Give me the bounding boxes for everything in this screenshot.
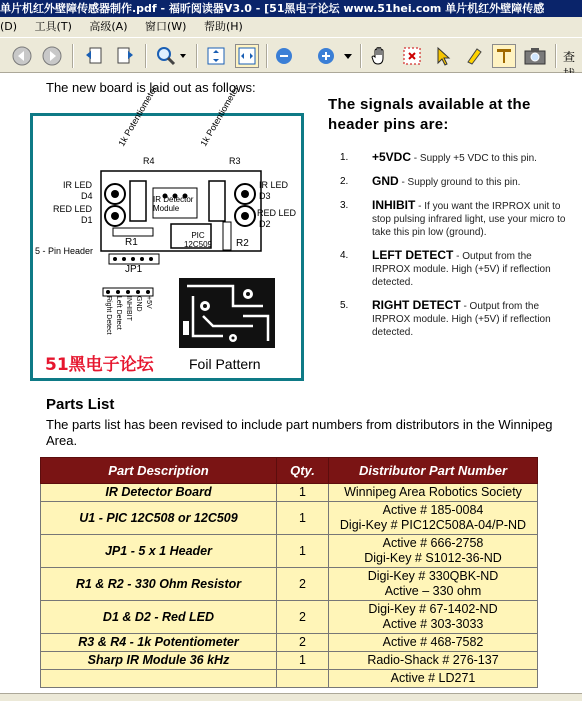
zoom-dropdown[interactable] (342, 44, 354, 68)
cell-dist (329, 568, 538, 601)
table-row (41, 484, 538, 502)
table-row (41, 601, 538, 634)
toolbar-separator (72, 44, 74, 68)
text-tool-button[interactable] (492, 44, 516, 68)
table-row (41, 535, 538, 568)
toolbar (0, 37, 582, 73)
rotate-left-button[interactable] (82, 44, 106, 68)
magnifier-icon (154, 45, 188, 67)
cell-qty: 1 (277, 502, 329, 535)
signal-number: 4. (340, 250, 349, 261)
fit-page-icon (205, 45, 227, 67)
back-button[interactable] (10, 44, 34, 68)
red-led-d2-label: RED LED (257, 208, 297, 218)
signal-item (340, 151, 575, 165)
toolbar-separator (360, 44, 362, 68)
cell-desc: R1 & R2 - 330 Ohm Resistor (41, 568, 277, 601)
cell-dist (329, 634, 538, 652)
signal-name: LEFT DETECT (372, 248, 454, 262)
window-title: 单片机红外壁障传感器制作.pdf - 福昕阅读器V3.0 - [51黑电子论坛 www.51hei.com 单片机红外壁障传感 (0, 2, 545, 15)
dist-line: Active # LD271 (390, 671, 476, 685)
cell-desc: Sharp IR Module 36 kHz (41, 652, 277, 670)
status-bar (0, 693, 582, 701)
dist-line: Active # 185-0084 (382, 503, 484, 517)
parts-list-heading: Parts List (46, 396, 115, 413)
cell-dist (329, 484, 538, 502)
r4-potentiometer-label: 1k Potentiometer (116, 84, 160, 148)
dist-line: Active – 330 ohm (384, 584, 482, 598)
pin-label-right-detect: Right Detect (105, 296, 112, 335)
signal-body (372, 151, 572, 165)
pic-label: PIC 12C509 (183, 231, 213, 249)
fit-width-button[interactable] (235, 44, 259, 68)
cell-desc: JP1 - 5 x 1 Header (41, 535, 277, 568)
zoom-in-button[interactable] (316, 44, 336, 68)
signal-body (372, 175, 572, 189)
cell-qty: 2 (277, 634, 329, 652)
cell-qty: 1 (277, 652, 329, 670)
parts-table-header (41, 458, 538, 484)
r3-potentiometer-label: 1k Potentiometer (198, 84, 242, 148)
jp1-label: JP1 (125, 264, 143, 275)
rotate-right-icon (114, 45, 136, 67)
foil-pattern-label: Foil Pattern (189, 356, 261, 372)
zoom-tool-button[interactable] (153, 44, 189, 68)
fit-width-icon (236, 45, 258, 67)
table-row (41, 652, 538, 670)
select-tool-button[interactable] (431, 44, 455, 68)
rotate-left-icon (83, 45, 105, 67)
watermark: 51黑电子论坛 (45, 355, 154, 375)
cell-dist (329, 502, 538, 535)
cell-qty: 2 (277, 568, 329, 601)
col-qty: Qty. (277, 458, 329, 484)
r3-label: R3 (229, 156, 241, 166)
signal-item (340, 299, 575, 339)
intro-text: The new board is laid out as follows: (46, 80, 256, 95)
d1-label: D1 (81, 215, 93, 225)
ir-led-d4-label: IR LED (63, 180, 93, 190)
ir-module-label: IR Detector Module (153, 195, 194, 213)
hand-tool-button[interactable] (368, 44, 392, 68)
toolbar-separator (266, 44, 268, 68)
signal-desc: - Supply +5 VDC to this pin. (411, 153, 537, 164)
rotate-right-button[interactable] (113, 44, 137, 68)
table-row (41, 634, 538, 652)
pin-label-5v: +5V (145, 296, 152, 309)
menu-bar (0, 17, 582, 37)
cell-desc: U1 - PIC 12C508 or 12C509 (41, 502, 277, 535)
table-row (41, 670, 538, 688)
signal-name: GND (372, 174, 399, 188)
hand-icon (369, 45, 391, 67)
d4-label: D4 (81, 191, 93, 201)
pot-r3-shape (209, 181, 225, 221)
forward-button[interactable] (40, 44, 64, 68)
signal-item (340, 175, 575, 189)
dist-line: Digi-Key # 330QBK-ND (367, 569, 499, 583)
dist-line: Winnipeg Area Robotics Society (344, 485, 522, 499)
zoom-in-icon (317, 47, 335, 65)
signal-number: 2. (340, 176, 349, 187)
snapshot-select-button[interactable] (400, 44, 424, 68)
signal-item (340, 249, 575, 289)
pot-r4-shape (130, 181, 146, 221)
r4-label: R4 (143, 156, 155, 166)
cell-desc: IR Detector Board (41, 484, 277, 502)
document-page[interactable] (0, 73, 582, 693)
cell-qty: 1 (277, 484, 329, 502)
signal-body (372, 199, 572, 239)
cell-desc: R3 & R4 - 1k Potentiometer (41, 634, 277, 652)
zoom-out-button[interactable] (274, 44, 294, 68)
menu-item-advanced[interactable]: 高级(A) (89, 20, 128, 33)
col-distributor: Distributor Part Number (329, 458, 538, 484)
dist-line: Active # 303-3033 (382, 617, 484, 631)
dist-line: Digi-Key # 67-1402-ND (368, 602, 498, 616)
zoom-out-icon (275, 47, 293, 65)
r1-label: R1 (125, 237, 138, 248)
r2-label: R2 (236, 238, 249, 249)
menu-item-help[interactable]: 帮助(H) (203, 20, 243, 33)
cell-qty: 1 (277, 535, 329, 568)
d2-label: D2 (259, 219, 271, 229)
table-row (41, 568, 538, 601)
signal-desc: - Supply ground to this pin. (398, 177, 521, 188)
camera-icon (523, 45, 547, 67)
cell-desc: D1 & D2 - Red LED (41, 601, 277, 634)
table-row (41, 502, 538, 535)
signal-item (340, 199, 575, 239)
text-cursor-icon (493, 45, 515, 67)
signal-desc: - Output from the IRPROX module. High (+5V) if reflection detected. (372, 301, 551, 338)
signal-name: INHIBIT (372, 198, 416, 212)
d3-label: D3 (259, 191, 271, 201)
signal-body (372, 249, 572, 289)
dist-line: Active # 666-2758 (382, 536, 484, 550)
signal-name: RIGHT DETECT (372, 298, 461, 312)
cell-dist (329, 601, 538, 634)
signal-desc: - If you want the IRPROX unit to stop pulsing infrared light, use your micro to take this pin low (ground). (372, 201, 566, 238)
menu-item-d[interactable]: (D) (0, 20, 18, 33)
parts-list-description: The parts list has been revised to include part numbers from distributors in the Winnipeg Area. (46, 417, 553, 448)
cell-dist (329, 652, 538, 670)
signals-title: The signals available at the header pins are: (328, 96, 531, 133)
toolbar-separator (145, 44, 147, 68)
image-tool-button[interactable] (522, 44, 548, 68)
red-led-d1-label: RED LED (53, 204, 93, 214)
highlighter-icon (463, 45, 485, 67)
search-label[interactable]: 查 (563, 50, 576, 64)
dist-line: Digi-Key # PIC12C508A-04/P-ND (339, 518, 527, 532)
parts-table (40, 457, 538, 688)
signal-number: 5. (340, 300, 349, 311)
dist-line: Digi-Key # S1012-36-ND (364, 551, 502, 565)
cell-qty: 2 (277, 601, 329, 634)
forward-arrow-icon (41, 45, 63, 67)
menu-item-window[interactable]: 窗口(W) (144, 20, 187, 33)
pin-label-left-detect: Left Detect (115, 296, 122, 330)
window-title-bar[interactable] (0, 0, 582, 17)
back-arrow-icon (11, 45, 33, 67)
signals-list (340, 151, 575, 349)
cell-dist (329, 535, 538, 568)
signal-desc: - Output from the IRPROX module. High (+5V) if reflection detected. (372, 251, 551, 288)
header-label: 5 - Pin Header (35, 246, 94, 256)
cell-qty (277, 670, 329, 688)
pin-label-gnd: GND (135, 296, 142, 312)
fit-page-button[interactable] (204, 44, 228, 68)
pin-label-inhibit: INHIBIT (125, 296, 132, 321)
signal-number: 3. (340, 200, 349, 211)
ir-led-d3-label: IR LED (259, 180, 289, 190)
signal-body (372, 299, 572, 339)
menu-item-tools[interactable]: 工具(T) (34, 20, 72, 33)
toolbar-separator (196, 44, 198, 68)
signal-number: 1. (340, 152, 349, 163)
dist-line: Radio-Shack # 276-137 (367, 653, 499, 667)
cursor-arrow-icon (432, 45, 454, 67)
select-area-icon (401, 45, 423, 67)
highlight-tool-button[interactable] (462, 44, 486, 68)
signal-name: +5VDC (372, 150, 412, 164)
toolbar-separator (555, 44, 557, 68)
cell-desc (41, 670, 277, 688)
cell-dist (329, 670, 538, 688)
col-part-description: Part Description (41, 458, 277, 484)
dist-line: Active # 468-7582 (382, 635, 484, 649)
chevron-down-icon (343, 51, 353, 61)
